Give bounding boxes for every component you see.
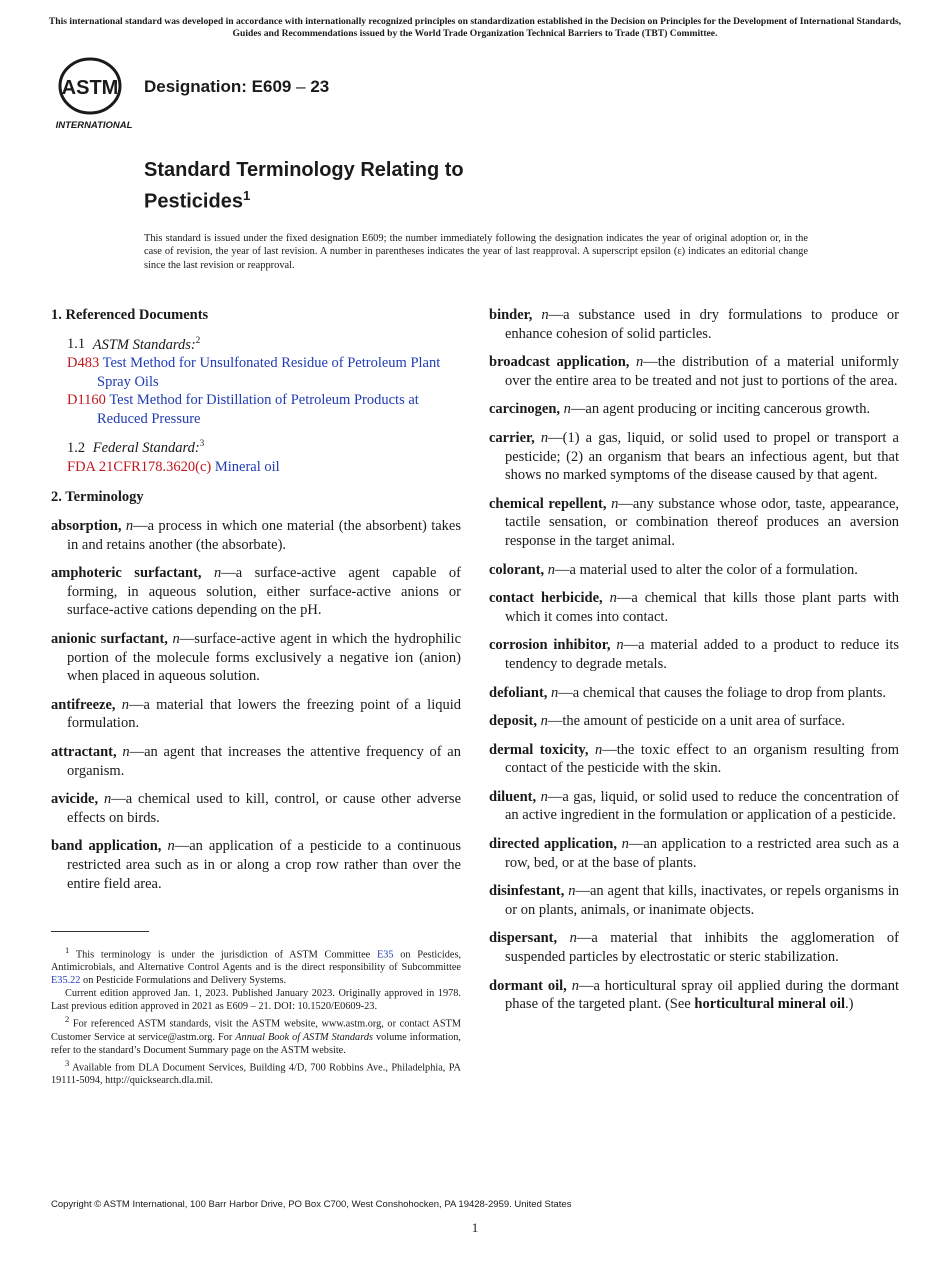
footnote-2: $^2$ For referenced ASTM standards, visit the ASTM website, www.astm.org, or contact ASTM Customer Service at service@astm.org. For Annual Book of ASTM Standards volume information, refer to the standard’s Document Summary page on the ASTM website. [51,1014,462,1056]
definition-item: carcinogen, n—an agent producing or inciting cancerous growth. [489,401,871,418]
right-column [489,306,899,1024]
definition-item: deposit, n—the amount of pesticide on a unit area of surface. [489,713,845,730]
definition-item: dormant oil, n—a horticultural spray oil applied during the dormant phase of the targeted plant. (See horticultural mineral oil.) [489,977,900,1013]
reference-fda[interactable]: FDA 21CFR178.3620(c) Mineral oil [67,458,280,475]
definition-item: corrosion inhibitor, n—a material added to a product to reduce its tendency to degrade metals. [489,637,899,672]
definition-item: directed application, n—an application to a restricted area such as a row, bed, or at the base of plants. [489,836,900,871]
logo-caption: INTERNATIONAL [55,120,133,130]
definition-item: carrier, n—(1) a gas, liquid, or solid used to propel or transport a pesticide; (2) an organism that bears an infectious agent, but that shows no marked symptoms of the disease caused by that agent. [489,429,899,484]
footnotes [51,944,461,1087]
definition-item: broadcast application, n—the distribution of a material uniformly over the entire area to be treated and not just to portions of the area. [489,354,899,389]
definition-item: attractant, n—an agent that increases the attentive frequency of an organism. [51,743,461,779]
footnote-divider [51,931,149,932]
definition-item: absorption, n—a process in which one material (the absorbent) takes in and retains another (the absorbate). [51,518,462,553]
definition-item: colorant, n—a material used to alter the color of a formulation. [489,561,858,578]
astm-logo [52,56,136,130]
astm-standards-subsection: 1.1 ASTM Standards:$^2$ D483 Test Method for Unsulfonated Residue of Petroleum Plant Spray Oils D1160 Test Method for Distillation of Petroleum Products at Reduced Pressure [67,331,461,429]
definition-item: defoliant, n—a chemical that causes the foliage to drop from plants. [489,684,887,701]
tbt-notice: This international standard was developed in accordance with internationally recognized principles on standardization established in the Decision on Principles for the Development of International Standards, Guides and Recommendations issued by the World Trade Organization Technical Barriers to Trade (TBT) Committee. [48,16,902,39]
designation [144,77,329,97]
definition-item: binder, n—a substance used in dry formulations to produce or enhance cohesion of solid particles. [489,307,899,342]
definition-item: diluent, n—a gas, liquid, or solid used to reduce the concentration of an active ingredient in the formulation or application of a pesticide. [489,788,899,824]
definition-item: avicide, n—a chemical used to kill, control, or cause other adverse effects on birds. [51,791,461,826]
designation-label: Designation: E609 [144,77,292,96]
subcommittee-e35-22-link[interactable]: E35.22 [51,975,81,987]
definition-item: amphoteric surfactant, n—a surface-active agent capable of forming, in aqueous solution, either surface-active anions or surface-active cations depending on the pH. [51,565,461,619]
definition-item: anionic surfactant, n—surface-active agent in which the hydrophilic portion of the molecule forms exclusively a negative ion (anion) when placed in aqueous solution. [51,630,462,685]
title-line-1: Standard Terminology Relating to [144,159,464,181]
title-line-2: Pesticides$^1$ [144,188,251,213]
designation-year: 23 [310,77,330,96]
definition-item: chemical repellent, n—any substance whose odor, taste, appearance, tactile sensation, or combination thereof produces an aversion response in the target animal. [489,495,899,549]
reference-d483[interactable]: D483 Test Method for Unsulfonated Residue of Petroleum Plant Spray Oils [67,355,441,390]
issuance-statement: This standard is issued under the fixed designation E609; the number immediately following the designation indicates the year of original adoption or, in the case of revision, the year of last revision. A number in parentheses indicates the year of last reapproval. A superscript epsilon (ε) indicates an editorial change since the last revision or reapproval. [144,233,808,271]
definition-item: contact herbicide, n—a chemical that kills those plant parts with which it comes into contact. [489,590,899,625]
logo-letters: ASTM [61,77,119,99]
definition-item: disinfestant, n—an agent that kills, inactivates, or repels organisms in or on plants, animals, or inanimate objects. [489,883,899,918]
definition-item: antifreeze, n—a material that lowers the freezing point of a liquid formulation. [51,696,462,732]
cross-reference-link[interactable]: horticultural mineral oil [694,996,845,1013]
designation-dash: – [296,77,306,96]
copyright-line: Copyright © ASTM International, 100 Barr Harbor Drive, PO Box C700, West Conshohocken, PA 19428-2959. United States [51,1199,572,1210]
footnote-3: $^3$ Available from DLA Document Services, Building 4/D, 700 Robbins Ave., Philadelphia, PA 19111-5094, http://quicksearch.dla.mil. [51,1057,461,1087]
committee-e35-link[interactable]: E35 [376,949,394,961]
page-title [144,158,564,215]
left-column [51,306,461,903]
section-1-heading: 1. Referenced Documents [51,307,209,323]
page-number: 1 [471,1220,479,1235]
definition-item: dermal toxicity, n—the toxic effect to an organism resulting from contact of the pesticide with the skin. [489,741,899,777]
edition-note: Current edition approved Jan. 1, 2023. Published January 2023. Originally approved in 1978. Last previous edition approved in 2021 as E609 – 21. DOI: 10.1520/E0609-23. [51,988,461,1013]
definition-item: band application, n—an application of a pesticide to a continuous restricted area such as in or along a crop row rather than over the entire field area. [51,838,461,892]
reference-d1160[interactable]: D1160 Test Method for Distillation of Petroleum Products at Reduced Pressure [67,392,419,427]
footnote-1: $^1$ This terminology is under the jurisdiction of ASTM Committee E35 on Pesticides, Antimicrobials, and Alternative Control Agents and is the direct responsibility of Subcommittee E35.22 on Pesticide Formulations and Delivery Systems. [51,945,462,987]
definition-item: dispersant, n—a material that inhibits the agglomeration of suspended particles by electrostatic or steric stabilization. [489,930,900,966]
section-2-heading: 2. Terminology [51,489,144,506]
federal-standard-subsection: 1.2 Federal Standard:$^3$ FDA 21CFR178.3620(c) Mineral oil [67,434,461,476]
